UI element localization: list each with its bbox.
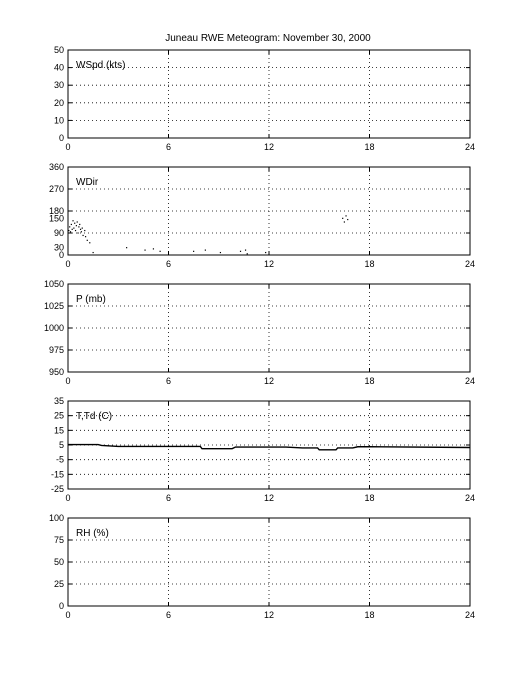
panel-label: WDir	[76, 177, 99, 188]
data-point	[77, 221, 78, 222]
x-tick-label: 24	[464, 493, 476, 503]
y-tick-label: 30	[53, 242, 64, 253]
y-tick-label: 180	[48, 206, 64, 216]
y-tick-label: 1000	[43, 323, 64, 333]
data-point	[144, 250, 145, 251]
y-tick-label: -25	[50, 484, 64, 494]
y-tick-label: 0	[58, 250, 64, 260]
data-point	[79, 224, 80, 225]
y-tick-label: 360	[48, 162, 64, 172]
y-tick-label: 75	[53, 535, 64, 545]
data-point	[153, 248, 154, 249]
data-point	[72, 229, 73, 230]
x-tick-label: 0	[65, 493, 71, 503]
x-tick-label: 24	[464, 142, 476, 152]
y-tick-label: 950	[48, 367, 64, 377]
x-tick-label: 18	[364, 493, 375, 503]
x-tick-label: 6	[165, 376, 172, 386]
data-point	[205, 250, 206, 251]
data-point	[74, 223, 75, 224]
panel-label: P (mb)	[76, 294, 106, 305]
data-point	[85, 236, 86, 237]
x-tick-label: 0	[65, 610, 71, 620]
panel-0	[54, 45, 475, 152]
y-tick-label: -15	[50, 469, 64, 480]
panel-1	[49, 162, 475, 269]
data-point	[345, 215, 346, 216]
x-tick-label: 6	[165, 259, 172, 269]
y-tick-label: 20	[53, 97, 64, 108]
panel-3	[51, 396, 475, 503]
panel-label: T,Td (C)	[76, 411, 113, 422]
data-point	[68, 230, 69, 231]
data-point	[73, 228, 74, 229]
data-point	[193, 251, 194, 252]
y-tick-label: 15	[53, 425, 64, 436]
data-point	[126, 247, 127, 248]
y-tick-label: 35	[53, 396, 64, 406]
data-point	[265, 252, 266, 253]
y-tick-label: 270	[48, 184, 64, 194]
y-tick-label: 25	[53, 410, 64, 421]
data-point	[82, 228, 83, 229]
data-point	[245, 250, 246, 251]
data-point	[344, 221, 345, 222]
y-tick-label: 975	[48, 345, 64, 355]
panel-label: RH (%)	[76, 528, 109, 539]
y-tick-label: 50	[53, 557, 64, 567]
y-tick-label: 10	[53, 115, 64, 126]
data-point	[72, 220, 73, 221]
x-tick-label: 6	[165, 142, 172, 152]
data-point	[81, 231, 82, 232]
data-point	[70, 231, 71, 232]
data-point	[71, 224, 72, 225]
x-tick-label: 0	[65, 376, 71, 386]
y-tick-label: 25	[53, 579, 64, 589]
data-point	[93, 252, 94, 253]
y-tick-label: 40	[53, 62, 64, 73]
panel-label: WSpd (kts)	[76, 60, 126, 71]
y-tick-label: 150	[48, 213, 64, 224]
x-tick-label: 24	[464, 376, 476, 386]
x-tick-label: 24	[464, 259, 476, 269]
x-tick-label: 0	[65, 259, 71, 269]
panels	[44, 45, 475, 620]
data-point	[84, 230, 85, 231]
y-tick-label: 1050	[43, 279, 64, 289]
data-point	[89, 242, 90, 243]
y-tick-label: -5	[55, 454, 64, 465]
data-point	[82, 235, 83, 236]
x-tick-label: 18	[364, 376, 375, 386]
y-tick-label: 90	[53, 228, 64, 238]
data-point	[87, 240, 88, 241]
x-tick-label: 12	[263, 259, 275, 269]
data-point	[247, 253, 248, 254]
data-point	[342, 218, 343, 219]
data-point	[78, 226, 79, 227]
panel-4	[49, 513, 475, 620]
data-point	[75, 230, 76, 231]
y-tick-label: 0	[58, 133, 64, 143]
panel-2	[44, 279, 475, 386]
data-point	[80, 229, 81, 230]
y-tick-label: 50	[53, 45, 64, 55]
x-tick-label: 12	[263, 376, 275, 386]
data-point	[69, 226, 70, 227]
data-point	[76, 225, 77, 226]
data-point	[347, 219, 348, 220]
figure-title: Juneau RWE Meteogram: November 30, 2000	[165, 33, 371, 44]
data-point	[220, 252, 221, 253]
data-point	[77, 232, 78, 233]
x-tick-label: 6	[165, 610, 172, 620]
x-tick-label: 12	[263, 610, 275, 620]
x-tick-label: 18	[364, 610, 375, 620]
x-tick-label: 6	[165, 493, 172, 503]
x-tick-label: 24	[464, 610, 476, 620]
x-tick-label: 12	[263, 142, 275, 152]
x-tick-label: 18	[364, 259, 375, 269]
y-tick-label: 5	[58, 440, 64, 450]
y-tick-label: 1025	[43, 301, 64, 311]
x-tick-label: 0	[65, 142, 71, 152]
x-tick-label: 18	[364, 142, 375, 152]
data-point	[240, 251, 241, 252]
data-point	[160, 251, 161, 252]
y-tick-label: 100	[48, 513, 64, 523]
y-tick-label: 30	[53, 80, 64, 91]
x-tick-label: 12	[263, 493, 275, 503]
y-tick-label: 0	[58, 601, 64, 611]
